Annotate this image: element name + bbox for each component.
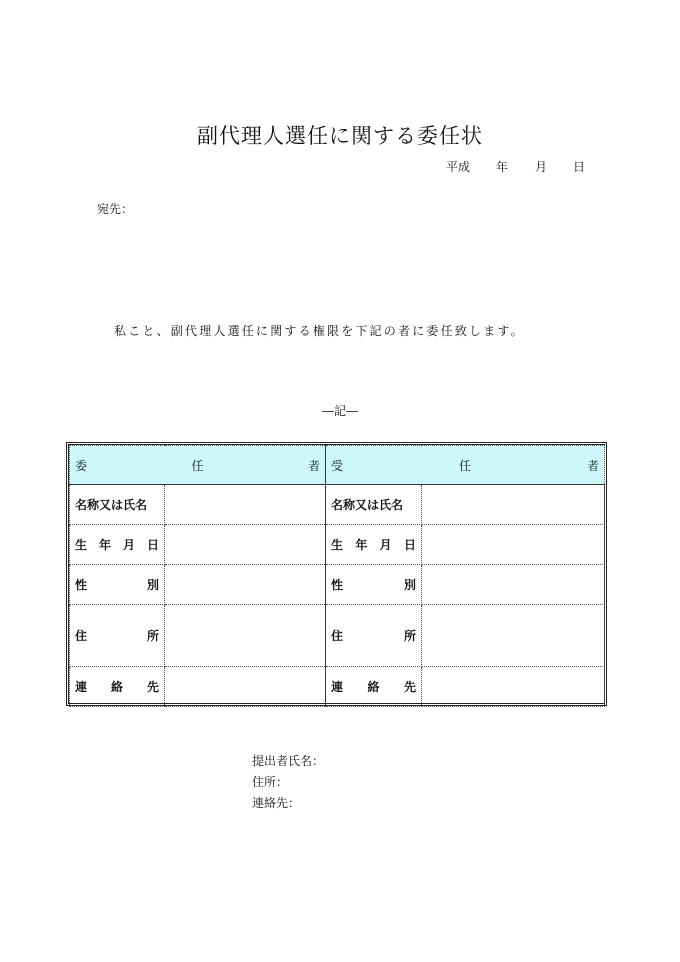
delegator-contact-field[interactable] <box>165 667 326 707</box>
contact-label: 連 絡 先 <box>70 667 165 707</box>
submitter-contact-label: 連絡先： <box>252 796 301 810</box>
delegatee-contact-field[interactable] <box>422 667 605 707</box>
delegatee-name-field[interactable] <box>422 485 605 525</box>
date-era: 平成 <box>446 160 471 174</box>
contact-label: 連 絡 先 <box>326 667 422 707</box>
table-row <box>70 667 605 707</box>
delegation-statement: 私こと、副代理人選任に関する権限を下記の者に委任致します。 <box>114 324 525 338</box>
date-month: 月 <box>535 160 548 174</box>
delegator-address-field[interactable] <box>165 605 326 667</box>
table-header-row <box>70 446 605 485</box>
delegator-birthdate-field[interactable] <box>165 525 326 565</box>
delegator-gender-field[interactable] <box>165 565 326 605</box>
date-year: 年 <box>496 160 509 174</box>
date-day: 日 <box>573 160 586 174</box>
gender-label: 性 別 <box>326 565 422 605</box>
delegator-header: 委 任 者 <box>70 446 326 485</box>
table-row <box>70 485 605 525</box>
birthdate-label: 生 年 月 日 <box>70 525 165 565</box>
submitter-name-label: 提出者氏名： <box>252 754 325 768</box>
document-title: 副代理人選任に関する委任状 <box>197 124 483 148</box>
addressee-label: 宛先： <box>97 202 134 216</box>
name-label: 名称又は氏名 <box>70 485 165 525</box>
gender-label: 性 別 <box>70 565 165 605</box>
address-label: 住 所 <box>70 605 165 667</box>
delegator-name-field[interactable] <box>165 485 326 525</box>
table-row <box>70 565 605 605</box>
ki-heading: ―記― <box>321 404 358 418</box>
delegatee-header: 受 任 者 <box>326 446 605 485</box>
table-row <box>70 605 605 667</box>
submitter-address-label: 住所： <box>252 775 289 789</box>
delegatee-address-field[interactable] <box>422 605 605 667</box>
table-row <box>70 525 605 565</box>
delegation-table <box>66 442 607 706</box>
birthdate-label: 生 年 月 日 <box>326 525 422 565</box>
delegatee-birthdate-field[interactable] <box>422 525 605 565</box>
delegatee-gender-field[interactable] <box>422 565 605 605</box>
address-label: 住 所 <box>326 605 422 667</box>
name-label: 名称又は氏名 <box>326 485 422 525</box>
